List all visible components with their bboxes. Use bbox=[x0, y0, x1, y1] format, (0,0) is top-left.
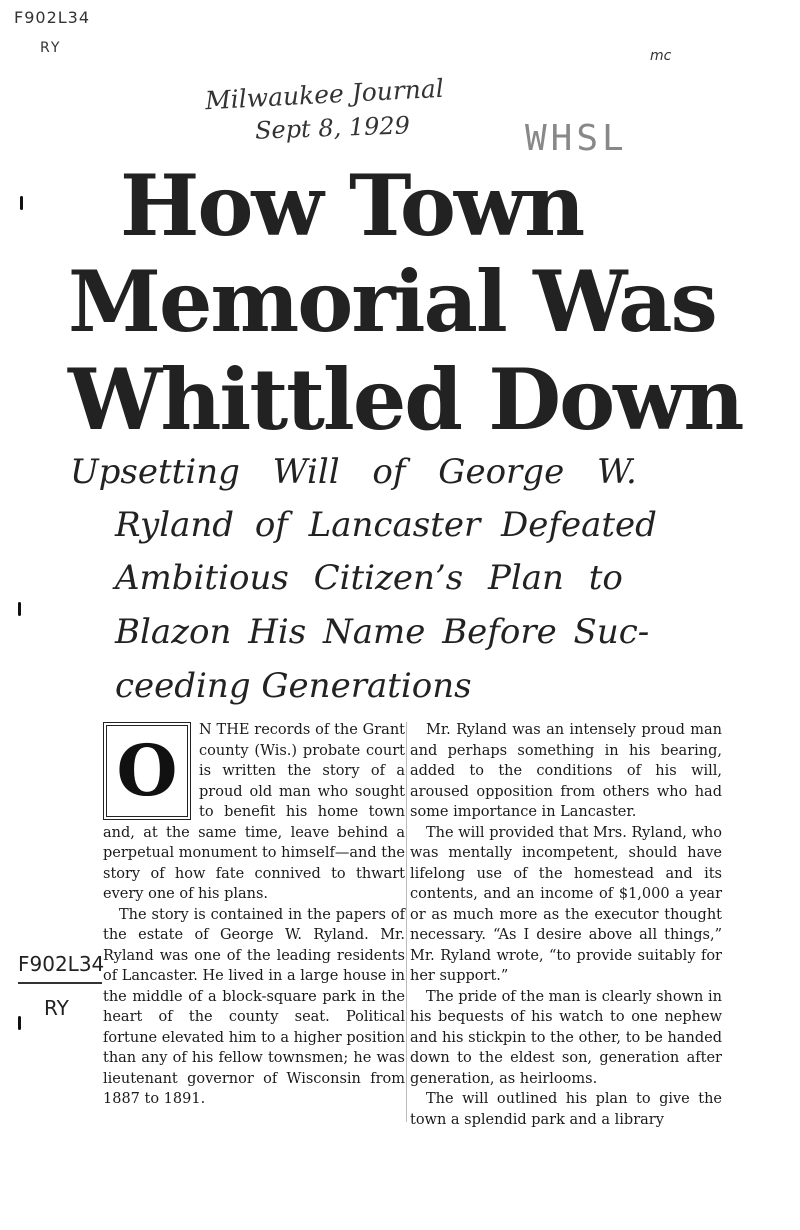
column-rule bbox=[406, 722, 407, 1122]
article-column-2 bbox=[410, 720, 722, 1130]
drop-cap: O bbox=[103, 722, 191, 820]
deck-line-3: Ambitious Citizen’s Plan to bbox=[115, 558, 623, 598]
paragraph: The story is contained in the papers of the estate of George W. Ryland. Mr. Ryland was one of the leading residents of Lancaster. He lived in a large house in the middle of a block-square park in the heart of the county seat. Political fortune elevated him to a higher position than any of his fellow townsmen; he was lieutenant governor of Wisconsin from 1887 to 1891. bbox=[103, 906, 405, 1107]
headline-line-3: Whittled Down bbox=[68, 350, 743, 449]
paragraph: The will outlined his plan to give the town a splendid park and a library bbox=[410, 1091, 722, 1128]
deck-line-5: ceeding Generations bbox=[115, 666, 472, 706]
paragraph: Mr. Ryland was an intensely proud man and perhaps something in his bearing, added to the conditions of his will, aroused opposition from others who had some importance in Lancaster. bbox=[410, 722, 722, 820]
library-stamp: WHSL bbox=[525, 118, 628, 159]
deck-line-4: Blazon His Name Before Suc- bbox=[115, 612, 650, 652]
headline-line-2: Memorial Was bbox=[68, 252, 716, 351]
margin-tick bbox=[18, 602, 21, 616]
margin-call-number-sub: RY bbox=[44, 996, 69, 1020]
margin-tick bbox=[20, 196, 23, 210]
deck-line-2: Ryland of Lancaster Defeated bbox=[115, 505, 657, 545]
paragraph: The will provided that Mrs. Ryland, who was mentally incompetent, should have lifelong use of the homestead and its contents, and an income of $1,000 a year or as much more as the executor thought necessary. “As I desire above all things,” Mr. Ryland wrote, “to provide suitably for her support.” bbox=[410, 824, 722, 984]
call-number-sub-annotation: RY bbox=[40, 40, 62, 56]
margin-underline bbox=[18, 982, 102, 984]
margin-call-number: F902L34 bbox=[18, 952, 105, 976]
headline-line-1: How Town bbox=[120, 156, 584, 255]
margin-tick bbox=[18, 1016, 21, 1030]
date-annotation: Sept 8, 1929 bbox=[254, 111, 411, 145]
paragraph: The pride of the man is clearly shown in his bequests of his watch to one nephew and his stickpin to the other, to be handed down to the eldest son, generation after generation, as heirlooms. bbox=[410, 988, 722, 1087]
paragraph: N THE records of the Grant county (Wis.) probate court is written the story of a proud old man who sought to benefit his home town and, at the same time, leave behind a perpetual monument to himself—and the story of how fate connived to thwart every one of his plans. bbox=[103, 722, 406, 902]
corner-mark: mc bbox=[650, 48, 672, 64]
source-annotation: Milwaukee Journal bbox=[204, 73, 445, 116]
call-number-annotation: F902L34 bbox=[14, 8, 91, 27]
deck-line-1: Upsetting Will of George W. bbox=[70, 452, 637, 492]
article-column-1 bbox=[103, 720, 405, 1110]
